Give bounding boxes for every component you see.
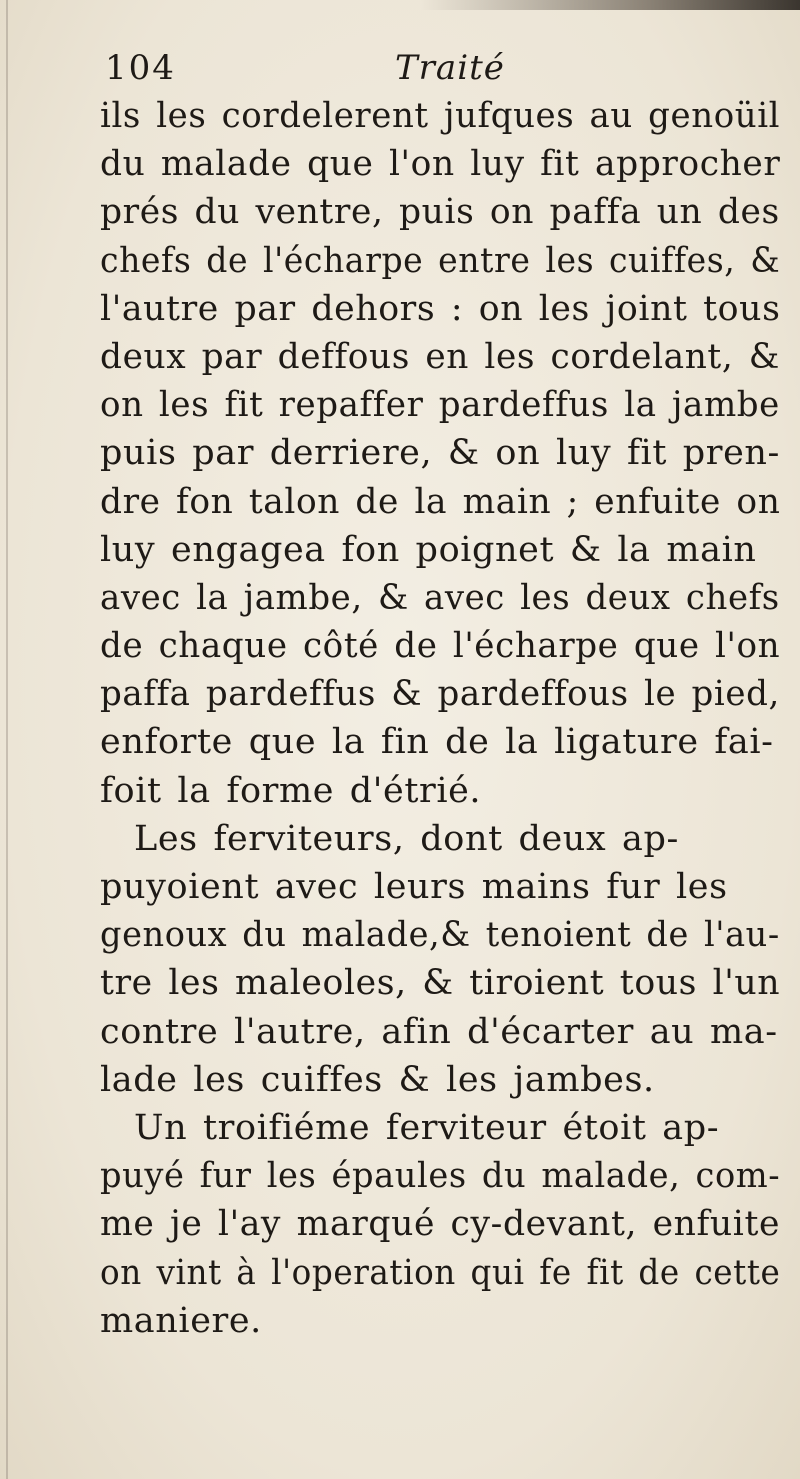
text-line: de chaque côté de l'écharpe que l'on	[100, 626, 781, 667]
text-line: puyoient avec leurs mains fur les	[100, 867, 728, 907]
text-line: ils les cordelerent jufques au genoüil	[100, 96, 781, 136]
text-line: genoux du malade,& tenoient de l'au-	[100, 915, 780, 956]
paragraph-start-line: Un troifiéme ferviteur étoit ap-	[134, 1107, 720, 1148]
text-line: puyé fur les épaules du malade, com-	[100, 1156, 781, 1197]
text-line: paffa pardeffus & pardeffous le pied,	[100, 674, 780, 715]
text-line: lade les cuiffes & les jambes.	[100, 1059, 655, 1100]
text-line: puis par derriere, & on luy fit pren-	[100, 433, 780, 474]
text-line: me je l'ay marqué cy-devant, enfuite	[100, 1204, 781, 1245]
page-edge-shadow	[420, 0, 800, 10]
text-line: contre l'autre, afin d'écarter au ma-	[100, 1011, 778, 1052]
text-line: deux par deffous en les cordelant, &	[100, 336, 780, 377]
text-line: tre les maleoles, & tiroient tous l'un	[100, 963, 781, 1004]
text-line: luy engagea fon poignet & la main	[100, 529, 757, 570]
text-line: dre fon talon de la main ; enfuite on	[100, 481, 781, 522]
text-line: on les fit repaffer pardeffus la jambe	[100, 385, 780, 426]
text-line: foit la forme d'étrié.	[100, 770, 482, 811]
text-line: du malade que l'on luy fit approcher	[100, 144, 781, 185]
body-text	[100, 92, 780, 1345]
running-head	[105, 48, 745, 94]
page-gutter-edge	[6, 0, 8, 1479]
text-line: enforte que la fin de la ligature fai-	[100, 722, 774, 763]
text-line: prés du ventre, puis on paffa un des	[100, 192, 780, 233]
paragraph-start-line: Les ferviteurs, dont deux ap-	[134, 818, 679, 859]
text-line: avec la jambe, & avec les deux chefs	[100, 577, 780, 618]
running-title: Traité	[395, 48, 505, 88]
page-number: 104	[105, 48, 176, 88]
text-line: l'autre par dehors : on les joint tous	[100, 288, 781, 329]
text-line: maniere.	[100, 1300, 262, 1341]
text-line: chefs de l'écharpe entre les cuiffes, &	[100, 240, 781, 281]
text-line: on vint à l'operation qui fe fit de cette	[100, 1252, 781, 1293]
